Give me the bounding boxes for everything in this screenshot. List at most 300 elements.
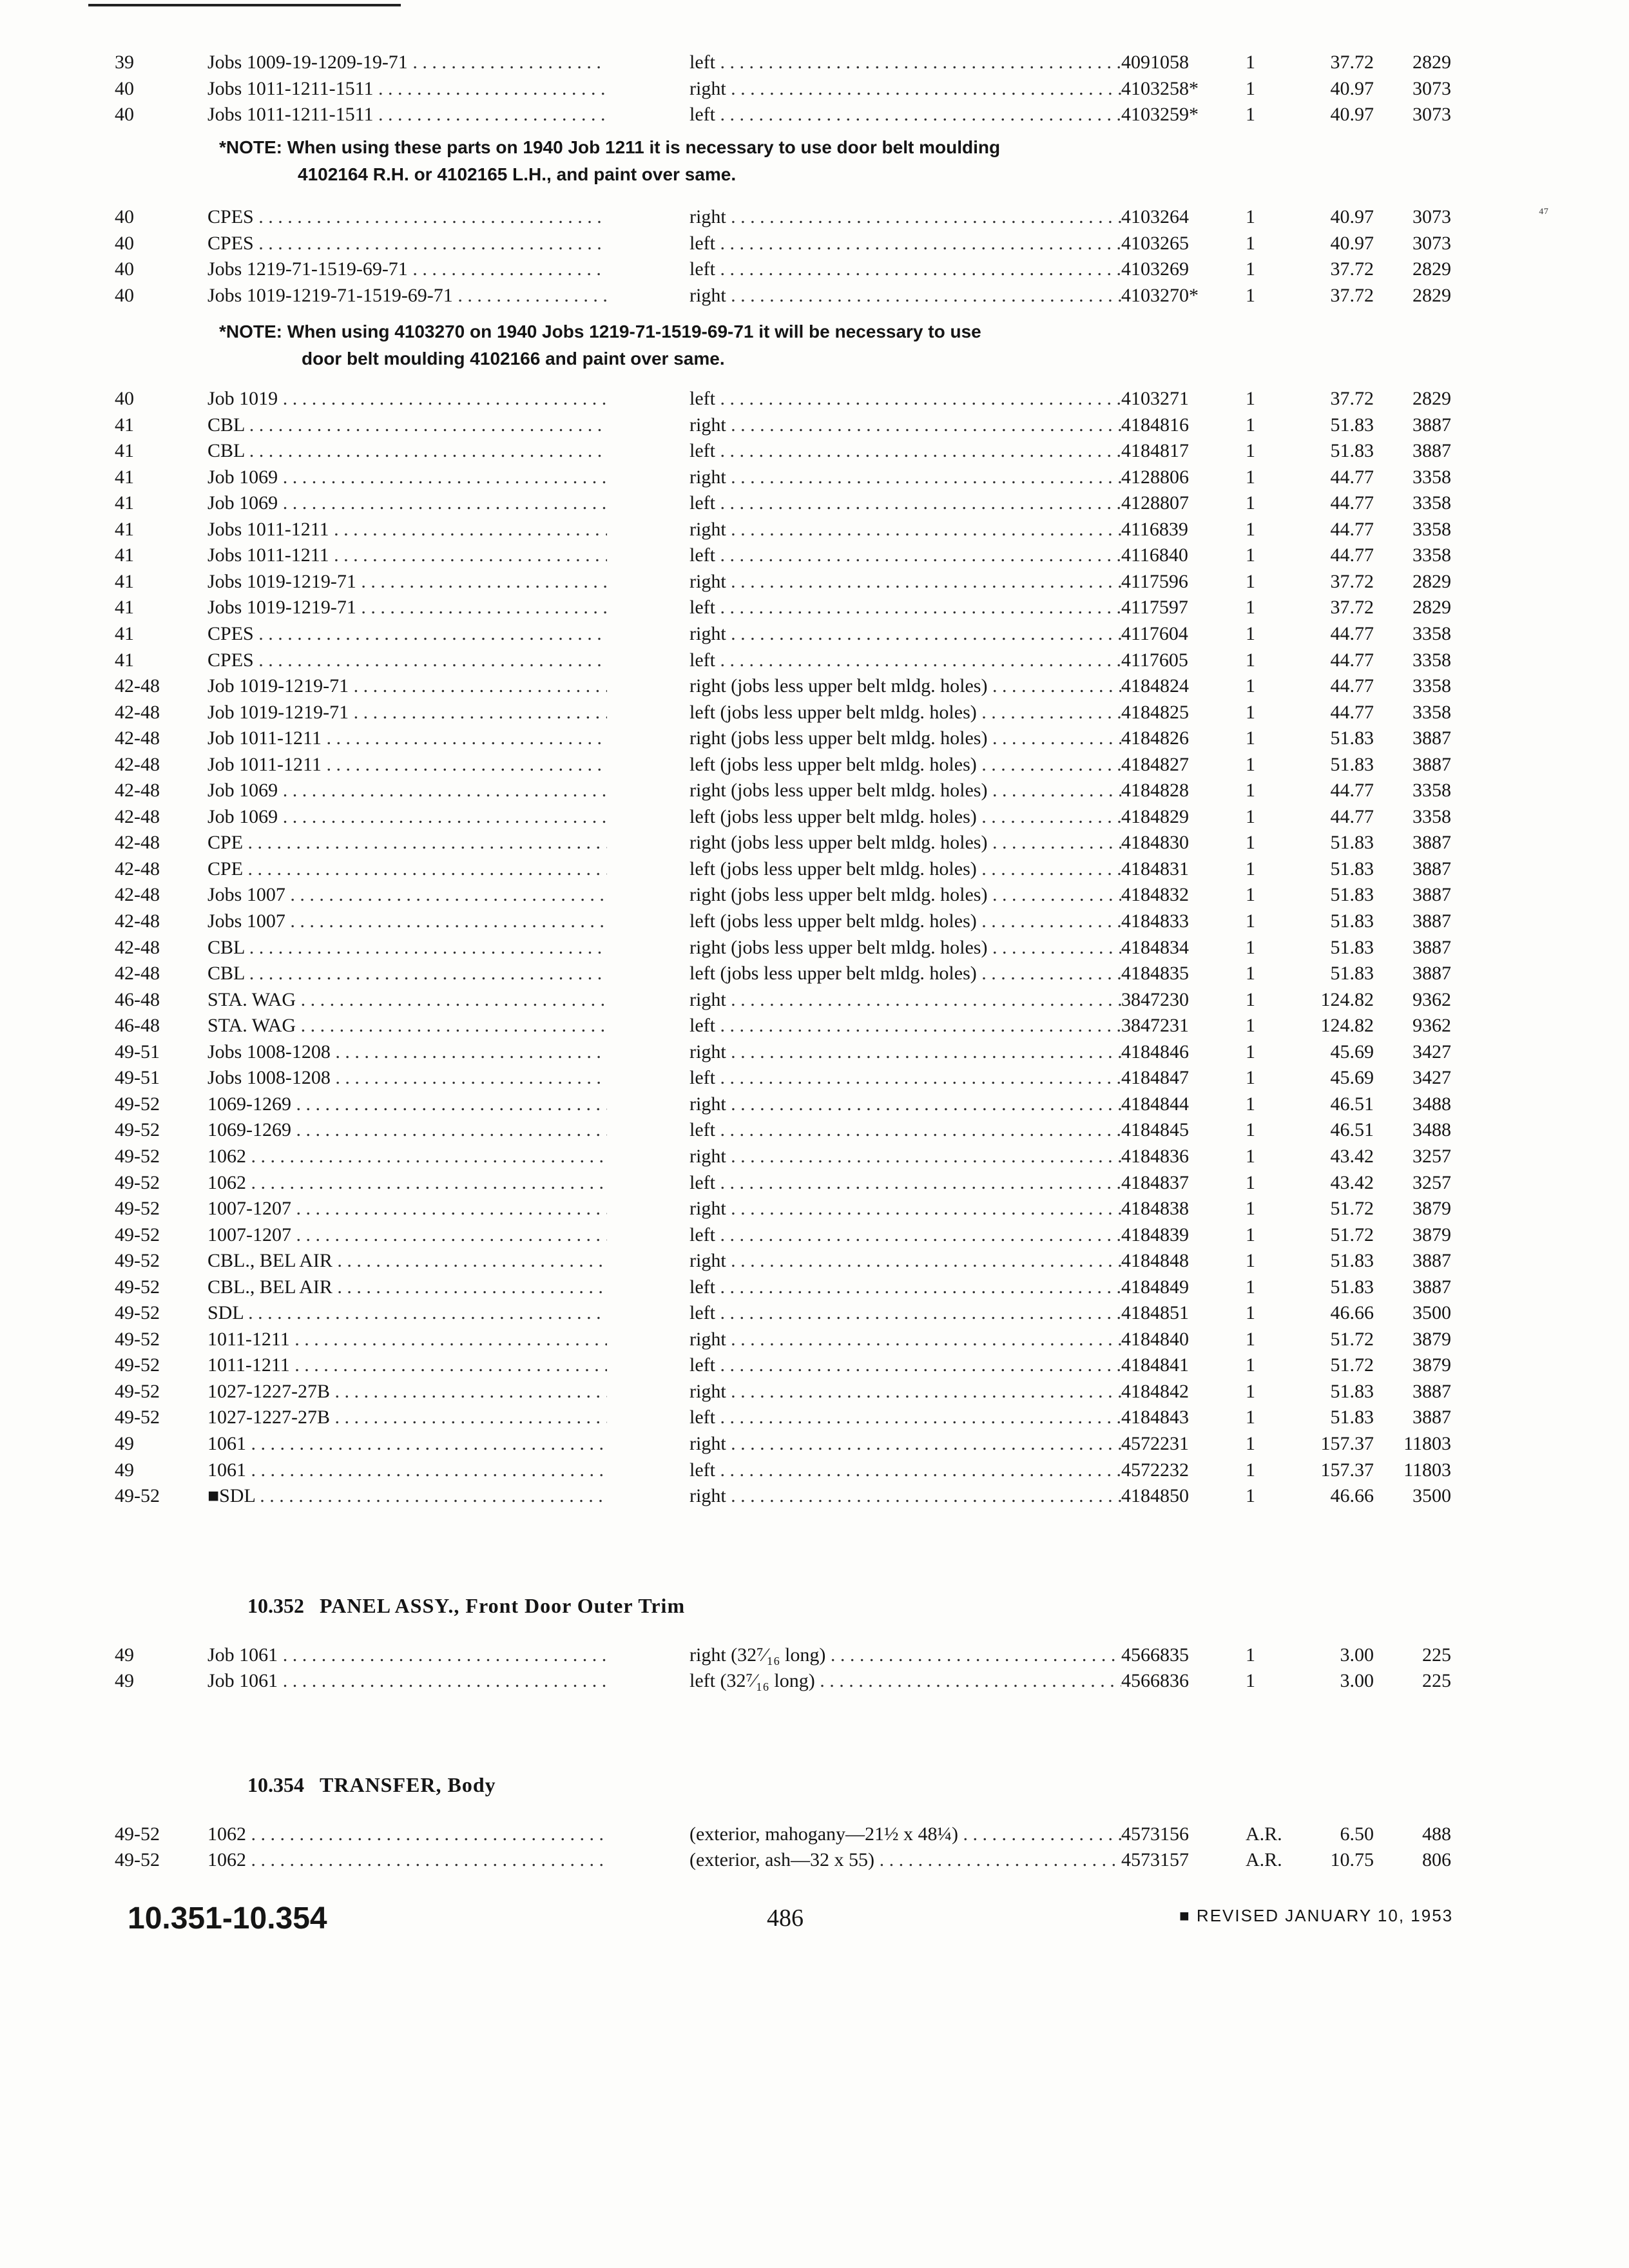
side-description: right . . . bbox=[689, 1091, 1121, 1118]
job-description: Jobs 1008-1208 . . . bbox=[207, 1039, 607, 1066]
model-year: 49-52 bbox=[115, 1276, 160, 1298]
price-code: 3887 bbox=[1412, 832, 1451, 854]
job-description: 1062 . . . bbox=[207, 1143, 607, 1170]
parts-row bbox=[0, 1169, 1629, 1196]
list-price: 51.83 bbox=[1330, 1250, 1374, 1272]
footer-section-range: 10.351-10.354 bbox=[128, 1901, 327, 1936]
quantity: 1 bbox=[1246, 988, 1255, 1010]
part-number: 4184844 bbox=[1121, 1093, 1189, 1115]
model-year: 46-48 bbox=[115, 988, 160, 1010]
side-description: right . . . bbox=[689, 282, 1121, 309]
price-code: 2829 bbox=[1412, 52, 1451, 73]
side-description: right . . . bbox=[689, 75, 1121, 102]
price-code: 3488 bbox=[1412, 1093, 1451, 1115]
parts-row bbox=[0, 1667, 1629, 1695]
part-number: 4184833 bbox=[1121, 910, 1189, 932]
quantity: 1 bbox=[1246, 753, 1255, 775]
job-description: Job 1069 . . . bbox=[207, 464, 607, 491]
job-description: 1062 . . . bbox=[207, 1821, 607, 1848]
side-description: left . . . bbox=[689, 437, 1121, 465]
parts-row bbox=[0, 256, 1629, 283]
job-description: Jobs 1019-1219-71 . . . bbox=[207, 594, 607, 621]
side-description: right . . . bbox=[689, 620, 1121, 648]
price-code: 225 bbox=[1422, 1670, 1451, 1691]
part-number: 3847230 bbox=[1121, 988, 1189, 1010]
parts-row bbox=[0, 1064, 1629, 1091]
model-year: 49 bbox=[115, 1459, 134, 1481]
price-code: 3887 bbox=[1412, 727, 1451, 749]
parts-row bbox=[0, 1039, 1629, 1066]
side-description: right . . . bbox=[689, 1326, 1121, 1353]
model-year: 49 bbox=[115, 1644, 134, 1666]
list-price: 40.97 bbox=[1330, 206, 1374, 227]
part-number: 4184847 bbox=[1121, 1067, 1189, 1089]
list-price: 44.77 bbox=[1330, 701, 1374, 723]
price-code: 806 bbox=[1422, 1849, 1451, 1870]
parts-row bbox=[0, 1483, 1629, 1510]
side-description: left . . . bbox=[689, 594, 1121, 621]
quantity: 1 bbox=[1246, 1093, 1255, 1115]
side-description: right . . . bbox=[689, 516, 1121, 543]
price-code: 9362 bbox=[1412, 988, 1451, 1010]
model-year: 40 bbox=[115, 104, 134, 125]
parts-row bbox=[0, 101, 1629, 128]
side-description: left . . . bbox=[689, 1457, 1121, 1484]
model-year: 42-48 bbox=[115, 727, 160, 749]
model-year: 49-51 bbox=[115, 1067, 160, 1089]
note-2-line-1: *NOTE: When using 4103270 on 1940 Jobs 1219-71-1519-69-71 it will be necessary to use bbox=[219, 322, 981, 341]
job-description: CPES . . . bbox=[207, 620, 607, 648]
quantity: A.R. bbox=[1246, 1849, 1282, 1870]
section-number: 10.354 bbox=[247, 1773, 304, 1796]
parts-row bbox=[0, 1326, 1629, 1353]
section-heading-10-352 bbox=[247, 1594, 685, 1618]
quantity: 1 bbox=[1246, 232, 1255, 254]
section-title: TRANSFER, Body bbox=[320, 1773, 496, 1796]
job-description: Jobs 1007 . . . bbox=[207, 908, 607, 935]
model-year: 41 bbox=[115, 570, 134, 592]
job-description: CPES . . . bbox=[207, 230, 607, 257]
parts-row bbox=[0, 620, 1629, 648]
list-price: 43.42 bbox=[1330, 1171, 1374, 1193]
model-year: 42-48 bbox=[115, 963, 160, 985]
part-number: 4572231 bbox=[1121, 1433, 1189, 1454]
job-description: ■SDL . . . bbox=[207, 1483, 607, 1510]
model-year: 42-48 bbox=[115, 805, 160, 827]
quantity: 1 bbox=[1246, 1041, 1255, 1062]
price-code: 3488 bbox=[1412, 1119, 1451, 1141]
list-price: 51.83 bbox=[1330, 1380, 1374, 1402]
part-number: 4184849 bbox=[1121, 1276, 1189, 1298]
quantity: 1 bbox=[1246, 805, 1255, 827]
quantity: 1 bbox=[1246, 963, 1255, 985]
quantity: 1 bbox=[1246, 388, 1255, 409]
list-price: 51.83 bbox=[1330, 858, 1374, 879]
parts-row bbox=[0, 49, 1629, 76]
quantity: 1 bbox=[1246, 104, 1255, 125]
model-year: 49-52 bbox=[115, 1093, 160, 1115]
side-description: right (jobs less upper belt mldg. holes) . . . bbox=[689, 673, 1121, 700]
side-description: (exterior, ash—32 x 55) . . . bbox=[689, 1847, 1121, 1874]
quantity: 1 bbox=[1246, 1119, 1255, 1141]
model-year: 41 bbox=[115, 440, 134, 462]
side-description: right . . . bbox=[689, 1195, 1121, 1222]
model-year: 49-52 bbox=[115, 1485, 160, 1507]
model-year: 49-52 bbox=[115, 1354, 160, 1376]
side-description: right . . . bbox=[689, 1483, 1121, 1510]
parts-row bbox=[0, 594, 1629, 621]
list-price: 45.69 bbox=[1330, 1067, 1374, 1089]
job-description: Job 1011-1211 . . . bbox=[207, 751, 607, 778]
quantity: 1 bbox=[1246, 77, 1255, 99]
price-code: 3073 bbox=[1412, 206, 1451, 227]
list-price: 51.83 bbox=[1330, 727, 1374, 749]
part-number: 4184840 bbox=[1121, 1328, 1189, 1350]
model-year: 41 bbox=[115, 622, 134, 644]
list-price: 43.42 bbox=[1330, 1145, 1374, 1167]
model-year: 41 bbox=[115, 544, 134, 566]
parts-row bbox=[0, 881, 1629, 908]
quantity: 1 bbox=[1246, 1015, 1255, 1037]
part-number: 4184841 bbox=[1121, 1354, 1189, 1376]
side-description: left . . . bbox=[689, 1117, 1121, 1144]
quantity: 1 bbox=[1246, 206, 1255, 227]
note-1 bbox=[219, 134, 1000, 188]
side-description: left . . . bbox=[689, 1064, 1121, 1091]
price-code: 3257 bbox=[1412, 1145, 1451, 1167]
price-code: 3358 bbox=[1412, 701, 1451, 723]
parts-row bbox=[0, 1274, 1629, 1301]
quantity: 1 bbox=[1246, 675, 1255, 697]
section-number: 10.352 bbox=[247, 1594, 304, 1617]
quantity: 1 bbox=[1246, 1485, 1255, 1507]
job-description: Jobs 1007 . . . bbox=[207, 881, 607, 908]
section-title: PANEL ASSY., Front Door Outer Trim bbox=[320, 1594, 686, 1617]
parts-row bbox=[0, 1352, 1629, 1379]
list-price: 51.83 bbox=[1330, 414, 1374, 436]
part-number: 4116840 bbox=[1121, 544, 1188, 566]
model-year: 49-52 bbox=[115, 1407, 160, 1428]
job-description: CBL . . . bbox=[207, 934, 607, 961]
job-description: Jobs 1019-1219-71-1519-69-71 . . . bbox=[207, 282, 607, 309]
price-code: 2829 bbox=[1412, 570, 1451, 592]
quantity: 1 bbox=[1246, 466, 1255, 488]
parts-row bbox=[0, 75, 1629, 102]
side-description: left . . . bbox=[689, 385, 1121, 412]
side-description: right (jobs less upper belt mldg. holes) . . . bbox=[689, 725, 1121, 752]
side-description: right (jobs less upper belt mldg. holes) . . . bbox=[689, 881, 1121, 908]
parts-row bbox=[0, 464, 1629, 491]
side-description: left . . . bbox=[689, 1274, 1121, 1301]
quantity: 1 bbox=[1246, 1433, 1255, 1454]
model-year: 49 bbox=[115, 1670, 134, 1691]
list-price: 51.72 bbox=[1330, 1198, 1374, 1220]
part-number: 4184826 bbox=[1121, 727, 1189, 749]
parts-row bbox=[0, 986, 1629, 1014]
quantity: 1 bbox=[1246, 780, 1255, 802]
parts-row bbox=[0, 856, 1629, 883]
price-code: 3358 bbox=[1412, 780, 1451, 802]
job-description: CBL., BEL AIR . . . bbox=[207, 1274, 607, 1301]
model-year: 40 bbox=[115, 388, 134, 409]
model-year: 49-52 bbox=[115, 1302, 160, 1324]
side-description: right . . . bbox=[689, 412, 1121, 439]
part-number: 4128807 bbox=[1121, 492, 1189, 514]
parts-row bbox=[0, 777, 1629, 804]
price-code: 3887 bbox=[1412, 963, 1451, 985]
list-price: 44.77 bbox=[1330, 805, 1374, 827]
part-number: 4184843 bbox=[1121, 1407, 1189, 1428]
quantity: 1 bbox=[1246, 884, 1255, 906]
parts-row bbox=[0, 803, 1629, 831]
model-year: 49-52 bbox=[115, 1119, 160, 1141]
job-description: Jobs 1019-1219-71 . . . bbox=[207, 568, 607, 595]
quantity: 1 bbox=[1246, 1407, 1255, 1428]
part-number: 4573157 bbox=[1121, 1849, 1189, 1870]
part-number: 4103269 bbox=[1121, 258, 1189, 280]
part-number: 4117596 bbox=[1121, 570, 1188, 592]
price-code: 3073 bbox=[1412, 77, 1451, 99]
side-description: left . . . bbox=[689, 1352, 1121, 1379]
job-description: 1011-1211 . . . bbox=[207, 1352, 607, 1379]
parts-row bbox=[0, 673, 1629, 700]
list-price: 51.83 bbox=[1330, 1407, 1374, 1428]
quantity: 1 bbox=[1246, 570, 1255, 592]
quantity: 1 bbox=[1246, 1224, 1255, 1245]
top-rule bbox=[88, 4, 401, 6]
list-price: 46.51 bbox=[1330, 1093, 1374, 1115]
quantity: 1 bbox=[1246, 544, 1255, 566]
model-year: 49-52 bbox=[115, 1849, 160, 1870]
side-description: right . . . bbox=[689, 568, 1121, 595]
price-code: 3879 bbox=[1412, 1224, 1451, 1245]
model-year: 49-52 bbox=[115, 1250, 160, 1272]
price-code: 3257 bbox=[1412, 1171, 1451, 1193]
price-code: 3358 bbox=[1412, 518, 1451, 540]
quantity: 1 bbox=[1246, 1302, 1255, 1324]
list-price: 124.82 bbox=[1320, 1015, 1374, 1037]
footer-page-number: 486 bbox=[767, 1905, 804, 1932]
list-price: 40.97 bbox=[1330, 77, 1374, 99]
side-description: left . . . bbox=[689, 49, 1121, 76]
model-year: 40 bbox=[115, 77, 134, 99]
quantity: 1 bbox=[1246, 597, 1255, 619]
quantity: 1 bbox=[1246, 52, 1255, 73]
model-year: 46-48 bbox=[115, 1015, 160, 1037]
price-code: 3879 bbox=[1412, 1328, 1451, 1350]
part-number: 4128806 bbox=[1121, 466, 1189, 488]
price-code: 3427 bbox=[1412, 1067, 1451, 1089]
model-year: 41 bbox=[115, 649, 134, 671]
part-number: 4184845 bbox=[1121, 1119, 1189, 1141]
quantity: 1 bbox=[1246, 1670, 1255, 1691]
price-code: 11803 bbox=[1403, 1433, 1451, 1454]
price-code: 3879 bbox=[1412, 1198, 1451, 1220]
side-description: left (jobs less upper belt mldg. holes) . . . bbox=[689, 908, 1121, 935]
part-number: 4103258* bbox=[1121, 77, 1199, 99]
list-price: 44.77 bbox=[1330, 492, 1374, 514]
quantity: A.R. bbox=[1246, 1823, 1282, 1845]
part-number: 4184837 bbox=[1121, 1171, 1189, 1193]
parts-row bbox=[0, 1404, 1629, 1431]
model-year: 42-48 bbox=[115, 884, 160, 906]
job-description: Jobs 1011-1211-1511 . . . bbox=[207, 101, 607, 128]
part-number: 4184851 bbox=[1121, 1302, 1189, 1324]
list-price: 45.69 bbox=[1330, 1041, 1374, 1062]
list-price: 51.72 bbox=[1330, 1224, 1374, 1245]
note-1-line-2: 4102164 R.H. or 4102165 L.H., and paint over same. bbox=[298, 164, 737, 184]
list-price: 157.37 bbox=[1320, 1459, 1374, 1481]
model-year: 41 bbox=[115, 518, 134, 540]
list-price: 3.00 bbox=[1340, 1644, 1374, 1666]
price-code: 2829 bbox=[1412, 284, 1451, 306]
part-number: 4117605 bbox=[1121, 649, 1188, 671]
part-number: 4184850 bbox=[1121, 1485, 1189, 1507]
list-price: 37.72 bbox=[1330, 570, 1374, 592]
job-description: STA. WAG . . . bbox=[207, 986, 607, 1014]
model-year: 42-48 bbox=[115, 780, 160, 802]
parts-row bbox=[0, 568, 1629, 595]
part-number: 4184834 bbox=[1121, 936, 1189, 958]
parts-row bbox=[0, 1117, 1629, 1144]
side-description: right . . . bbox=[689, 464, 1121, 491]
list-price: 46.66 bbox=[1330, 1302, 1374, 1324]
list-price: 51.72 bbox=[1330, 1354, 1374, 1376]
price-code: 2829 bbox=[1412, 597, 1451, 619]
side-description: left . . . bbox=[689, 1300, 1121, 1327]
parts-row bbox=[0, 1430, 1629, 1457]
price-code: 3358 bbox=[1412, 544, 1451, 566]
side-description: left (jobs less upper belt mldg. holes) . . . bbox=[689, 803, 1121, 831]
model-year: 41 bbox=[115, 492, 134, 514]
quantity: 1 bbox=[1246, 936, 1255, 958]
part-number: 4572232 bbox=[1121, 1459, 1189, 1481]
job-description: 1061 . . . bbox=[207, 1430, 607, 1457]
list-price: 40.97 bbox=[1330, 104, 1374, 125]
side-description: left . . . bbox=[689, 256, 1121, 283]
quantity: 1 bbox=[1246, 858, 1255, 879]
price-code: 9362 bbox=[1412, 1015, 1451, 1037]
list-price: 51.83 bbox=[1330, 832, 1374, 854]
side-description: left (jobs less upper belt mldg. holes) . . . bbox=[689, 751, 1121, 778]
parts-row bbox=[0, 230, 1629, 257]
part-number: 4184838 bbox=[1121, 1198, 1189, 1220]
parts-row bbox=[0, 829, 1629, 856]
quantity: 1 bbox=[1246, 701, 1255, 723]
model-year: 49-52 bbox=[115, 1823, 160, 1845]
side-description: left . . . bbox=[689, 647, 1121, 674]
list-price: 46.66 bbox=[1330, 1485, 1374, 1507]
job-description: Jobs 1008-1208 . . . bbox=[207, 1064, 607, 1091]
model-year: 42-48 bbox=[115, 675, 160, 697]
model-year: 49-52 bbox=[115, 1198, 160, 1220]
parts-row bbox=[0, 960, 1629, 987]
parts-row bbox=[0, 751, 1629, 778]
job-description: Job 1061 . . . bbox=[207, 1642, 607, 1669]
price-code: 3887 bbox=[1412, 910, 1451, 932]
price-code: 3073 bbox=[1412, 232, 1451, 254]
job-description: CPES . . . bbox=[207, 204, 607, 231]
job-description: STA. WAG . . . bbox=[207, 1012, 607, 1039]
list-price: 44.77 bbox=[1330, 518, 1374, 540]
quantity: 1 bbox=[1246, 1067, 1255, 1089]
side-description: right . . . bbox=[689, 1247, 1121, 1274]
job-description: Job 1019-1219-71 . . . bbox=[207, 673, 607, 700]
quantity: 1 bbox=[1246, 832, 1255, 854]
price-code: 3073 bbox=[1412, 104, 1451, 125]
list-price: 44.77 bbox=[1330, 466, 1374, 488]
part-number: 4184816 bbox=[1121, 414, 1189, 436]
part-number: 4103264 bbox=[1121, 206, 1189, 227]
parts-row bbox=[0, 1300, 1629, 1327]
price-code: 3500 bbox=[1412, 1485, 1451, 1507]
model-year: 49-52 bbox=[115, 1171, 160, 1193]
side-description: left (jobs less upper belt mldg. holes) . . . bbox=[689, 699, 1121, 726]
job-description: Job 1069 . . . bbox=[207, 803, 607, 831]
part-number: 4184842 bbox=[1121, 1380, 1189, 1402]
quantity: 1 bbox=[1246, 1250, 1255, 1272]
part-number: 3847231 bbox=[1121, 1015, 1189, 1037]
parts-row bbox=[0, 725, 1629, 752]
part-number: 4184832 bbox=[1121, 884, 1189, 906]
list-price: 124.82 bbox=[1320, 988, 1374, 1010]
part-number: 4184839 bbox=[1121, 1224, 1189, 1245]
side-description: left (jobs less upper belt mldg. holes) . . . bbox=[689, 856, 1121, 883]
quantity: 1 bbox=[1246, 1171, 1255, 1193]
model-year: 49 bbox=[115, 1433, 134, 1454]
parts-row bbox=[0, 542, 1629, 569]
side-description: right . . . bbox=[689, 986, 1121, 1014]
model-year: 49-52 bbox=[115, 1328, 160, 1350]
price-code: 3500 bbox=[1412, 1302, 1451, 1324]
list-price: 51.83 bbox=[1330, 936, 1374, 958]
side-description: left . . . bbox=[689, 1169, 1121, 1196]
price-code: 3358 bbox=[1412, 805, 1451, 827]
job-description: 1069-1269 . . . bbox=[207, 1091, 607, 1118]
part-number: 4103270* bbox=[1121, 284, 1199, 306]
list-price: 10.75 bbox=[1330, 1849, 1374, 1870]
quantity: 1 bbox=[1246, 258, 1255, 280]
price-code: 3358 bbox=[1412, 466, 1451, 488]
job-description: 1069-1269 . . . bbox=[207, 1117, 607, 1144]
model-year: 41 bbox=[115, 414, 134, 436]
side-description: right . . . bbox=[689, 1378, 1121, 1405]
job-description: Jobs 1011-1211 . . . bbox=[207, 542, 607, 569]
price-code: 3887 bbox=[1412, 1276, 1451, 1298]
side-description: left . . . bbox=[689, 230, 1121, 257]
job-description: 1007-1207 . . . bbox=[207, 1222, 607, 1249]
price-code: 11803 bbox=[1403, 1459, 1451, 1481]
quantity: 1 bbox=[1246, 1198, 1255, 1220]
parts-row bbox=[0, 204, 1629, 231]
list-price: 51.83 bbox=[1330, 910, 1374, 932]
parts-row bbox=[0, 647, 1629, 674]
quantity: 1 bbox=[1246, 414, 1255, 436]
job-description: Job 1011-1211 . . . bbox=[207, 725, 607, 752]
part-number: 4184824 bbox=[1121, 675, 1189, 697]
parts-row bbox=[0, 516, 1629, 543]
price-code: 3427 bbox=[1412, 1041, 1451, 1062]
list-price: 51.83 bbox=[1330, 884, 1374, 906]
parts-row bbox=[0, 437, 1629, 465]
list-price: 37.72 bbox=[1330, 258, 1374, 280]
list-price: 44.77 bbox=[1330, 780, 1374, 802]
price-code: 3358 bbox=[1412, 492, 1451, 514]
price-code: 3887 bbox=[1412, 1407, 1451, 1428]
price-code: 3887 bbox=[1412, 936, 1451, 958]
part-number: 4116839 bbox=[1121, 518, 1188, 540]
job-description: CBL . . . bbox=[207, 960, 607, 987]
